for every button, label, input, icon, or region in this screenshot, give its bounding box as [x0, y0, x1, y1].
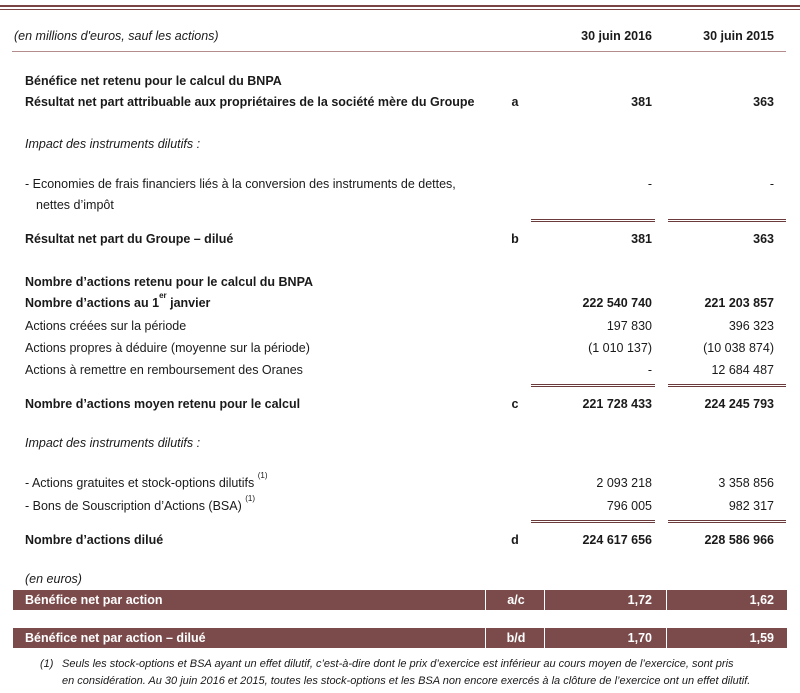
nombre-dilue-label: Nombre d’actions dilué	[25, 533, 164, 547]
economies-2016: -	[647, 177, 652, 191]
actions-propres-label: Actions propres à déduire (moyenne sur la période)	[25, 341, 310, 355]
footnote	[40, 656, 782, 690]
band-separator	[544, 590, 545, 610]
nombre-1er-row	[0, 290, 800, 313]
actions-propres-2015: (10 038 874)	[703, 341, 774, 355]
resultat-dilue-ref: b	[511, 232, 519, 246]
subtotal-rule-2016	[531, 219, 655, 222]
actions-gratuites-row	[0, 470, 800, 493]
economies-row-2	[0, 195, 800, 215]
header-row	[0, 26, 800, 46]
subtotal-rule-2015-b	[668, 384, 786, 387]
subtotal-rule-2016-b	[531, 384, 655, 387]
resultat-net-ref: a	[511, 95, 519, 109]
band-separator	[485, 590, 486, 610]
bpa-band	[13, 590, 787, 610]
bsa-2015: 982 317	[728, 499, 774, 513]
bpa-dilue-ref: b/d	[506, 631, 526, 645]
impact1-row	[0, 134, 800, 154]
nombre-title-row	[0, 272, 800, 292]
bsa-label: - Bons de Souscription d’Actions (BSA) $^{(1)}$	[25, 493, 256, 513]
resultat-dilue-2016: 381	[631, 232, 652, 246]
resultat-net-2016: 381	[631, 95, 652, 109]
actions-gratuites-2016: 2 093 218	[596, 476, 652, 490]
nombre-1er-2015: 221 203 857	[704, 296, 774, 310]
bpa-dilue-2015: 1,59	[749, 631, 774, 645]
actions-remettre-row	[0, 360, 800, 380]
bpa-ref: a/c	[507, 593, 525, 607]
subtotal-rule-2016-c	[531, 520, 655, 523]
resultat-net-row	[0, 92, 800, 112]
nombre-moyen-2016: 221 728 433	[582, 397, 652, 411]
nombre-title: Nombre d’actions retenu pour le calcul du BNPA	[25, 275, 314, 289]
nombre-moyen-ref: c	[511, 397, 519, 411]
top-rule-thin	[0, 9, 800, 10]
resultat-dilue-label: Résultat net part du Groupe – dilué	[25, 232, 234, 246]
band-separator	[666, 590, 667, 610]
nombre-dilue-row	[0, 530, 800, 550]
bpa-label: Bénéfice net par action	[25, 593, 163, 607]
actions-creees-label: Actions créées sur la période	[25, 319, 187, 333]
footnote-line-2: en considération. Au 30 juin 2016 et 2015, toutes les stock-options et les BSA non encore exercés à la clôture de l’exercice ont un effet dilutif.	[62, 675, 751, 687]
nombre-dilue-2015: 228 586 966	[704, 533, 774, 547]
impact2-label: Impact des instruments dilutifs :	[25, 436, 201, 450]
economies-label-2: nettes d’impôt	[36, 198, 114, 212]
bsa-2016: 796 005	[606, 499, 652, 513]
subtotal-rule-2015	[668, 219, 786, 222]
actions-gratuites-label: - Actions gratuites et stock-options dilutifs $^{(1)}$	[25, 470, 268, 490]
footnote-number: (1)	[40, 658, 54, 670]
actions-remettre-2015: 12 684 487	[711, 363, 774, 377]
nombre-moyen-row	[0, 394, 800, 414]
actions-propres-2016: (1 010 137)	[588, 341, 652, 355]
col-header-2015: 30 juin 2015	[703, 29, 774, 43]
band-separator	[666, 628, 667, 648]
actions-creees-2015: 396 323	[728, 319, 774, 333]
bpa-2015: 1,62	[749, 593, 774, 607]
benefice-title-row	[0, 71, 800, 91]
resultat-net-label: Résultat net part attribuable aux propriétaires de la société mère du Groupe	[25, 95, 475, 109]
resultat-net-2015: 363	[753, 95, 774, 109]
nombre-moyen-2015: 224 245 793	[704, 397, 774, 411]
band-separator	[544, 628, 545, 648]
header-divider	[12, 51, 786, 52]
nombre-dilue-ref: d	[511, 533, 519, 547]
unit-note: (en millions d'euros, sauf les actions)	[14, 29, 219, 43]
actions-remettre-2016: -	[647, 363, 652, 377]
resultat-dilue-row	[0, 229, 800, 249]
footnote-line-1: Seuls les stock-options et BSA ayant un effet dilutif, c’est-à-dire dont le prix d’exercice est inférieur au cours moyen de l’exercice, sont pris	[62, 658, 734, 670]
en-euros-label: (en euros)	[25, 572, 82, 586]
bpa-dilue-2016: 1,70	[627, 631, 652, 645]
nombre-dilue-2016: 224 617 656	[582, 533, 652, 547]
bpa-dilue-label: Bénéfice net par action – dilué	[25, 631, 206, 645]
bsa-row	[0, 493, 800, 516]
actions-remettre-label: Actions à remettre en remboursement des Oranes	[25, 363, 303, 377]
col-header-2016: 30 juin 2016	[581, 29, 652, 43]
nombre-1er-label: Nombre d’actions au 1er janvier	[25, 290, 211, 310]
bpa-2016: 1,72	[627, 593, 652, 607]
economies-2015: -	[769, 177, 774, 191]
impact1-label: Impact des instruments dilutifs :	[25, 137, 201, 151]
economies-label-1: - Economies de frais financiers liés à la conversion des instruments de dettes,	[25, 177, 456, 191]
bpa-dilue-band	[13, 628, 787, 648]
actions-propres-row	[0, 338, 800, 358]
benefice-title: Bénéfice net retenu pour le calcul du BNPA	[25, 74, 282, 88]
subtotal-rule-2015-c	[668, 520, 786, 523]
actions-creees-2016: 197 830	[606, 319, 652, 333]
nombre-1er-2016: 222 540 740	[582, 296, 652, 310]
band-separator	[485, 628, 486, 648]
actions-creees-row	[0, 316, 800, 336]
resultat-dilue-2015: 363	[753, 232, 774, 246]
top-rule	[0, 5, 800, 7]
en-euros-row	[0, 569, 800, 589]
actions-gratuites-2015: 3 358 856	[718, 476, 774, 490]
economies-row	[0, 174, 800, 194]
nombre-moyen-label: Nombre d’actions moyen retenu pour le calcul	[25, 397, 301, 411]
impact2-row	[0, 433, 800, 453]
